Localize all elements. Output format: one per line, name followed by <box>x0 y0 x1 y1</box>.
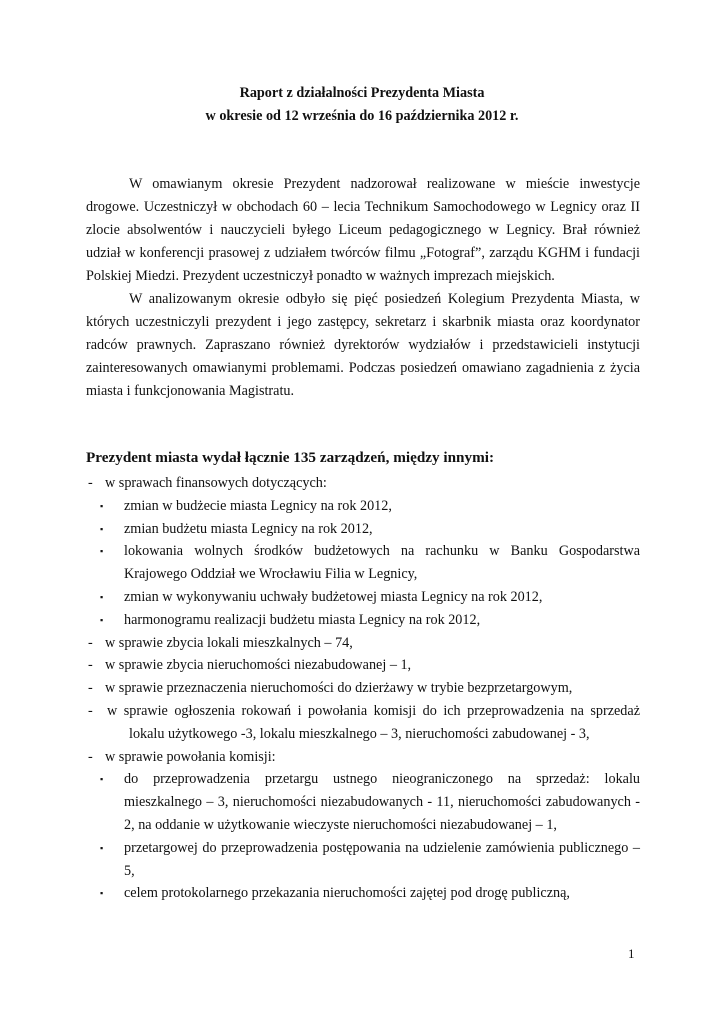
bullet-icon: ▪ <box>100 614 104 625</box>
intro-paragraphs <box>86 173 640 403</box>
list-item-label: w sprawach finansowych dotyczących: <box>105 475 327 491</box>
sub-list-item <box>100 882 640 905</box>
sub-list-item-text: zmian w wykonywaniu uchwały budżetowej miasta Legnicy na rok 2012, <box>124 588 543 605</box>
list-item-label: w sprawie powołania komisji: <box>105 748 276 765</box>
list-item-label: w sprawie zbycia lokali mieszkalnych – 74, <box>105 634 353 651</box>
bullet-icon: ▪ <box>100 591 104 602</box>
list-item-label: w sprawie zbycia nieruchomości niezabudowanej – 1, <box>105 657 412 674</box>
bullet-icon: ▪ <box>100 546 104 557</box>
sub-list-item <box>100 495 640 518</box>
list-item-commissions <box>86 746 640 769</box>
sub-list-item-text: zmian w budżecie miasta Legnicy na rok 2012, <box>124 497 392 514</box>
dash-marker: - <box>88 748 93 765</box>
sub-list-item <box>100 609 640 632</box>
report-title <box>0 82 724 128</box>
section-heading: Prezydent miasta wydał łącznie 135 zarządzeń, między innymi: <box>86 449 495 466</box>
sub-list-item <box>100 837 640 883</box>
list-item-lease <box>86 677 640 700</box>
bullet-icon: ▪ <box>100 774 104 785</box>
sub-list-item-text: do przeprowadzenia przetargu ustnego nieograniczonego na sprzedaż: lokalu mieszkalnego – 3, nieruchomości niezabudowanych - 11, nieruchomości zabudowanych - 2, na oddanie w użytkowanie wieczyste nieruchomości niezabudowanej – 1, <box>124 771 640 833</box>
sub-list-item-text: lokowania wolnych środków budżetowych na rachunku w Banku Gospodarstwa Krajowego Oddział we Wrocławiu Filia w Legnicy, <box>124 543 640 583</box>
list-item-sale-land <box>86 654 640 677</box>
title-line-1: Raport z działalności Prezydenta Miasta <box>239 85 485 101</box>
list-item-label: w sprawie przeznaczenia nieruchomości do dzierżawy w trybie bezprzetargowym, <box>105 680 573 697</box>
list-item-sale-premises <box>86 632 640 655</box>
sub-list-item <box>100 768 640 836</box>
bullet-icon: ▪ <box>100 500 104 511</box>
sub-list-item <box>100 518 640 541</box>
title-line-2: w okresie od 12 września do 16 października 2012 r. <box>205 108 519 124</box>
sub-list-item-text: celem protokolarnego przekazania nieruchomości zajętej pod drogę publiczną, <box>124 885 570 902</box>
sub-list-item-text: przetargowej do przeprowadzenia postępowania na udzielenie zamówienia publicznego – 5, <box>124 839 640 879</box>
dash-marker: - <box>88 657 93 674</box>
paragraph-president-activities: W omawianym okresie Prezydent nadzorował realizowane w mieście inwestycje drogowe. Uczestniczył w obchodach 60 – lecia Technikum Samochodowego w Legnicy oraz II zlocie absolwentów i nauczycieli byłego Liceum pedagogicznego w Legnicy. Brał również udział w konferencji prasowej z udziałem twórców filmu „Fotograf”, zarządu KGHM i fundacji Polskiej Miedzi. Prezydent uczestniczył ponadto w ważnych imprezach miejskich. <box>86 176 640 284</box>
bullet-icon: ▪ <box>100 523 104 534</box>
dash-marker: - <box>88 702 93 719</box>
bullet-icon: ▪ <box>100 888 104 899</box>
list-item-finance <box>86 472 640 495</box>
ordinances-list <box>86 472 640 905</box>
sub-list-item <box>100 540 640 586</box>
list-item-label: w sprawie ogłoszenia rokowań i powołania komisji do ich przeprowadzenia na sprzedaż lokalu użytkowego -3, lokalu mieszkalnego – 3, nieruchomości zabudowanej - 3, <box>107 702 640 742</box>
dash-marker: - <box>88 475 93 491</box>
page-number: 1 <box>628 946 635 961</box>
bullet-icon: ▪ <box>100 842 104 853</box>
paragraph-collegium-meetings: W analizowanym okresie odbyło się pięć posiedzeń Kolegium Prezydenta Miasta, w których uczestniczyli prezydent i jego zastępcy, sekretarz i skarbnik miasta oraz koordynator radców prawnych. Zapraszano również dyrektorów wydziałów i przedstawicieli instytucji zainteresowanych omawianymi problemami. Podczas posiedzeń omawiano zagadnienia z życia miasta i funkcjonowania Magistratu. <box>86 291 640 399</box>
sub-list-item-text: harmonogramu realizacji budżetu miasta Legnicy na rok 2012, <box>124 611 481 628</box>
list-item-auctions <box>86 700 640 746</box>
dash-marker: - <box>88 634 93 651</box>
sub-list-item-text: zmian budżetu miasta Legnicy na rok 2012, <box>124 520 373 537</box>
sub-list-item <box>100 586 640 609</box>
dash-marker: - <box>88 680 93 697</box>
